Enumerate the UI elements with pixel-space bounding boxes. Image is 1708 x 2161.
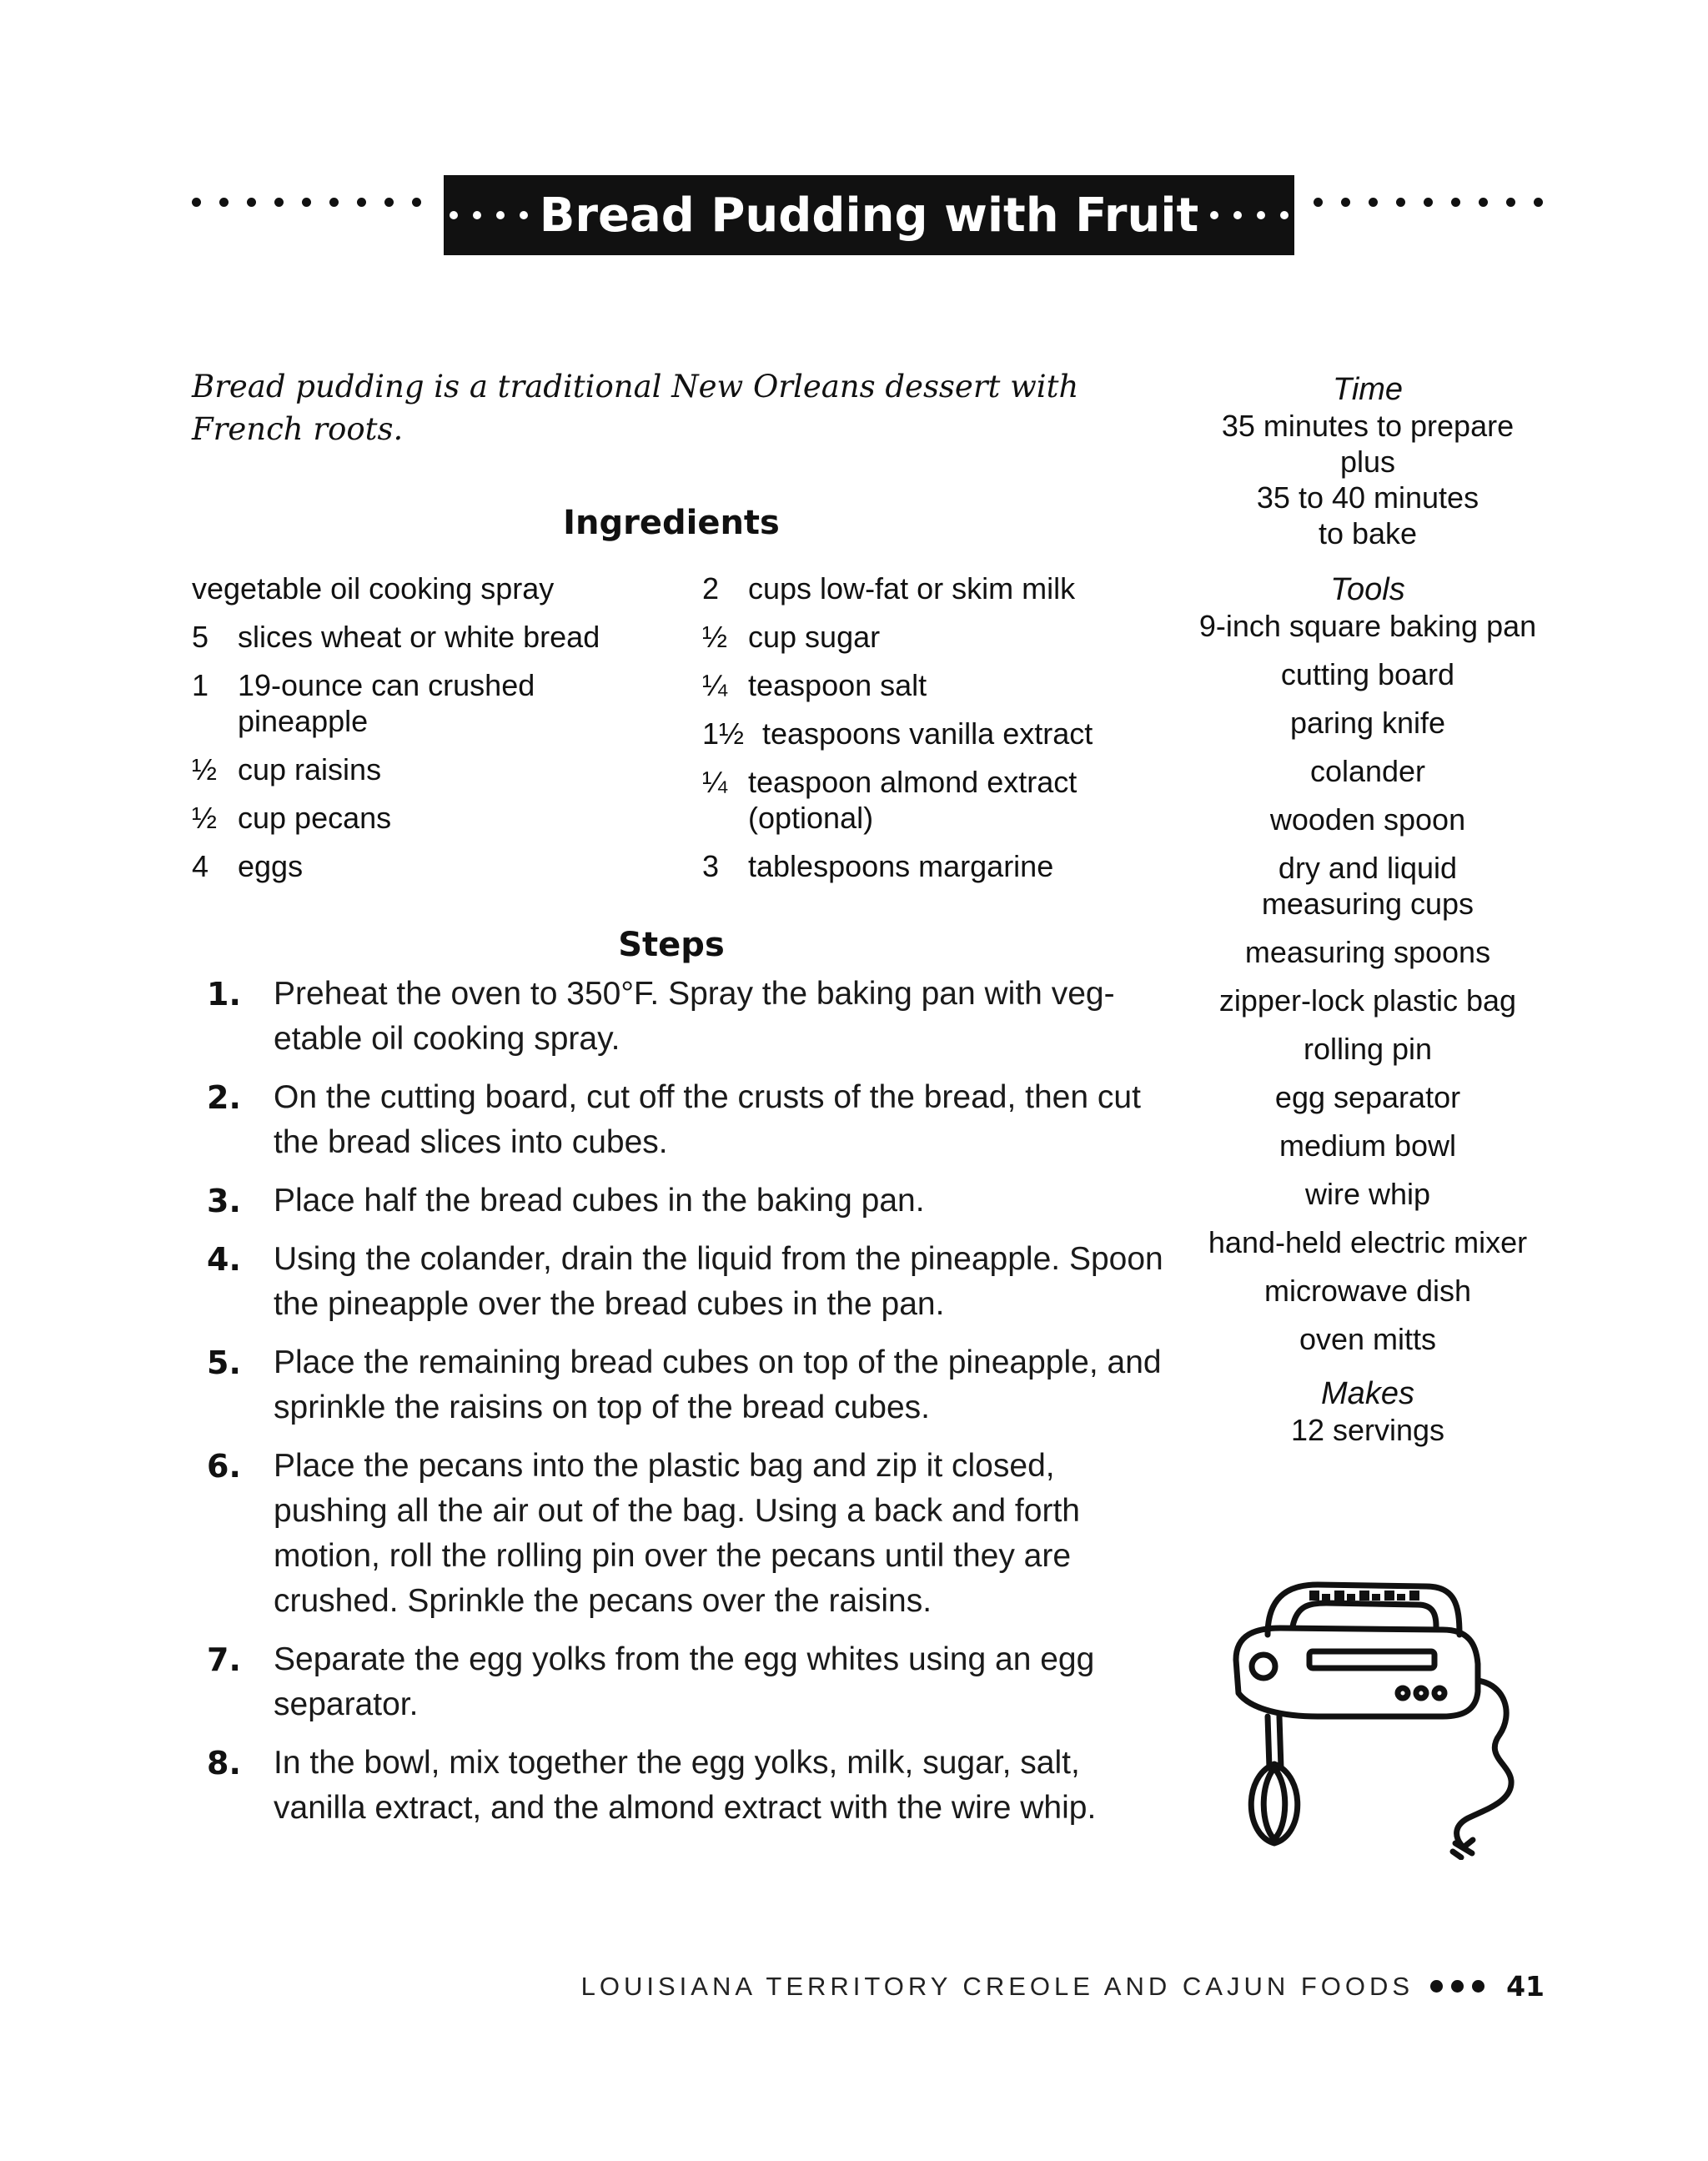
ingredient-item: ¼ teaspoon salt: [702, 668, 927, 702]
intro-text: Bread pudding is a traditional New Orleans dessert with French roots.: [192, 369, 1079, 447]
tool-item: microwave dish: [1263, 1274, 1472, 1308]
tool-item: egg separator: [1274, 1080, 1461, 1114]
hand-mixer-icon: [1218, 1568, 1535, 1860]
tools-label: Tools: [1330, 572, 1405, 607]
title-dots-right: [1314, 198, 1543, 207]
ingredients-left-column: [192, 570, 659, 897]
tool-item: paring knife: [1289, 706, 1446, 740]
ingredients-right-column: [702, 570, 1169, 897]
ingredient-item: ½ cup raisins: [192, 752, 382, 787]
tool-item: hand-held electric mixer: [1208, 1225, 1528, 1259]
ingredient-item: 4 eggs: [192, 849, 304, 883]
time-line: 35 to 40 minutes: [1256, 480, 1479, 515]
footer-dots: [1430, 1980, 1484, 1993]
time-label: Time: [1332, 372, 1404, 407]
step-item: 5. Place the remaining bread cubes on top of the pineapple, and sprinkle the raisins on top of the bread cubes.: [207, 1344, 1162, 1425]
step-item: 8. In the bowl, mix together the egg yolks, milk, sugar, salt, vanilla extract, and the almond extract with the wire whip.: [207, 1745, 1097, 1826]
step-item: 2. On the cutting board, cut off the crusts of the bread, then cut the bread slices into cubes.: [207, 1079, 1141, 1160]
tool-item: rolling pin: [1303, 1032, 1433, 1066]
steps-list: [207, 972, 1166, 1844]
tool-item: wire whip: [1304, 1177, 1431, 1211]
ingredient-item: 1 19-ounce can crushed pineapple: [192, 668, 535, 738]
makes-label: Makes: [1321, 1376, 1414, 1411]
time-line: 35 minutes to prepare: [1221, 409, 1515, 443]
ingredient-item: vegetable oil cooking spray: [192, 571, 555, 606]
tool-item: zipper-lock plastic bag: [1218, 983, 1517, 1018]
ingredient-item: 1½ teaspoons vanilla extract: [702, 716, 1093, 751]
steps-heading: Steps: [618, 926, 725, 964]
ingredient-item: 3 tablespoons margarine: [702, 849, 1054, 883]
recipe-sidebar: [1168, 371, 1568, 1448]
tool-item: medium bowl: [1278, 1128, 1457, 1163]
step-item: 7. Separate the egg yolks from the egg whites using an egg separator.: [207, 1641, 1095, 1722]
footer-book-title: LOUISIANA TERRITORY CREOLE AND CAJUN FOODS: [580, 1971, 1414, 2001]
ingredient-item: ½ cup pecans: [192, 801, 392, 835]
ingredient-item: ½ cup sugar: [702, 620, 881, 654]
ingredient-item: 5 slices wheat or white bread: [192, 620, 600, 654]
tool-item: colander: [1309, 754, 1426, 788]
time-line: plus: [1339, 445, 1396, 479]
step-item: 4. Using the colander, drain the liquid from the pineapple. Spoon the pineapple over the bread cubes in the pan.: [207, 1241, 1163, 1322]
ingredients-heading: Ingredients: [563, 504, 780, 542]
page-footer: [581, 1970, 1545, 2003]
ingredient-item: 2 cups low-fat or skim milk: [702, 571, 1076, 606]
tool-item: wooden spoon: [1269, 802, 1466, 837]
step-item: 1. Preheat the oven to 350°F. Spray the baking pan with vegetable oil cooking spray.: [207, 976, 1115, 1057]
tool-item: 9-inch square baking pan: [1198, 609, 1537, 643]
title-dots-left: [192, 198, 421, 207]
tool-item: oven mitts: [1299, 1322, 1437, 1356]
tool-item: measuring spoons: [1244, 935, 1491, 969]
time-line: to bake: [1318, 516, 1418, 550]
ingredient-item: ¼ teaspoon almond extract (optional): [702, 765, 1078, 835]
title-banner: [444, 175, 1294, 255]
step-item: 6. Place the pecans into the plastic bag and zip it closed, pushing all the air out of the bag. Using a back and forth motion, roll the rolling pin over the pecans until they are crushed. Sprinkle the pecans over the raisins.: [207, 1448, 1080, 1619]
step-item: 3. Place half the bread cubes in the baking pan.: [207, 1183, 925, 1219]
recipe-title: Bread Pudding with Fruit: [539, 188, 1199, 243]
tool-item: cutting board: [1280, 657, 1455, 691]
makes-value: 12 servings: [1290, 1413, 1445, 1447]
page-number: 41: [1506, 1970, 1545, 2003]
tool-item: dry and liquid measuring cups: [1261, 851, 1474, 921]
